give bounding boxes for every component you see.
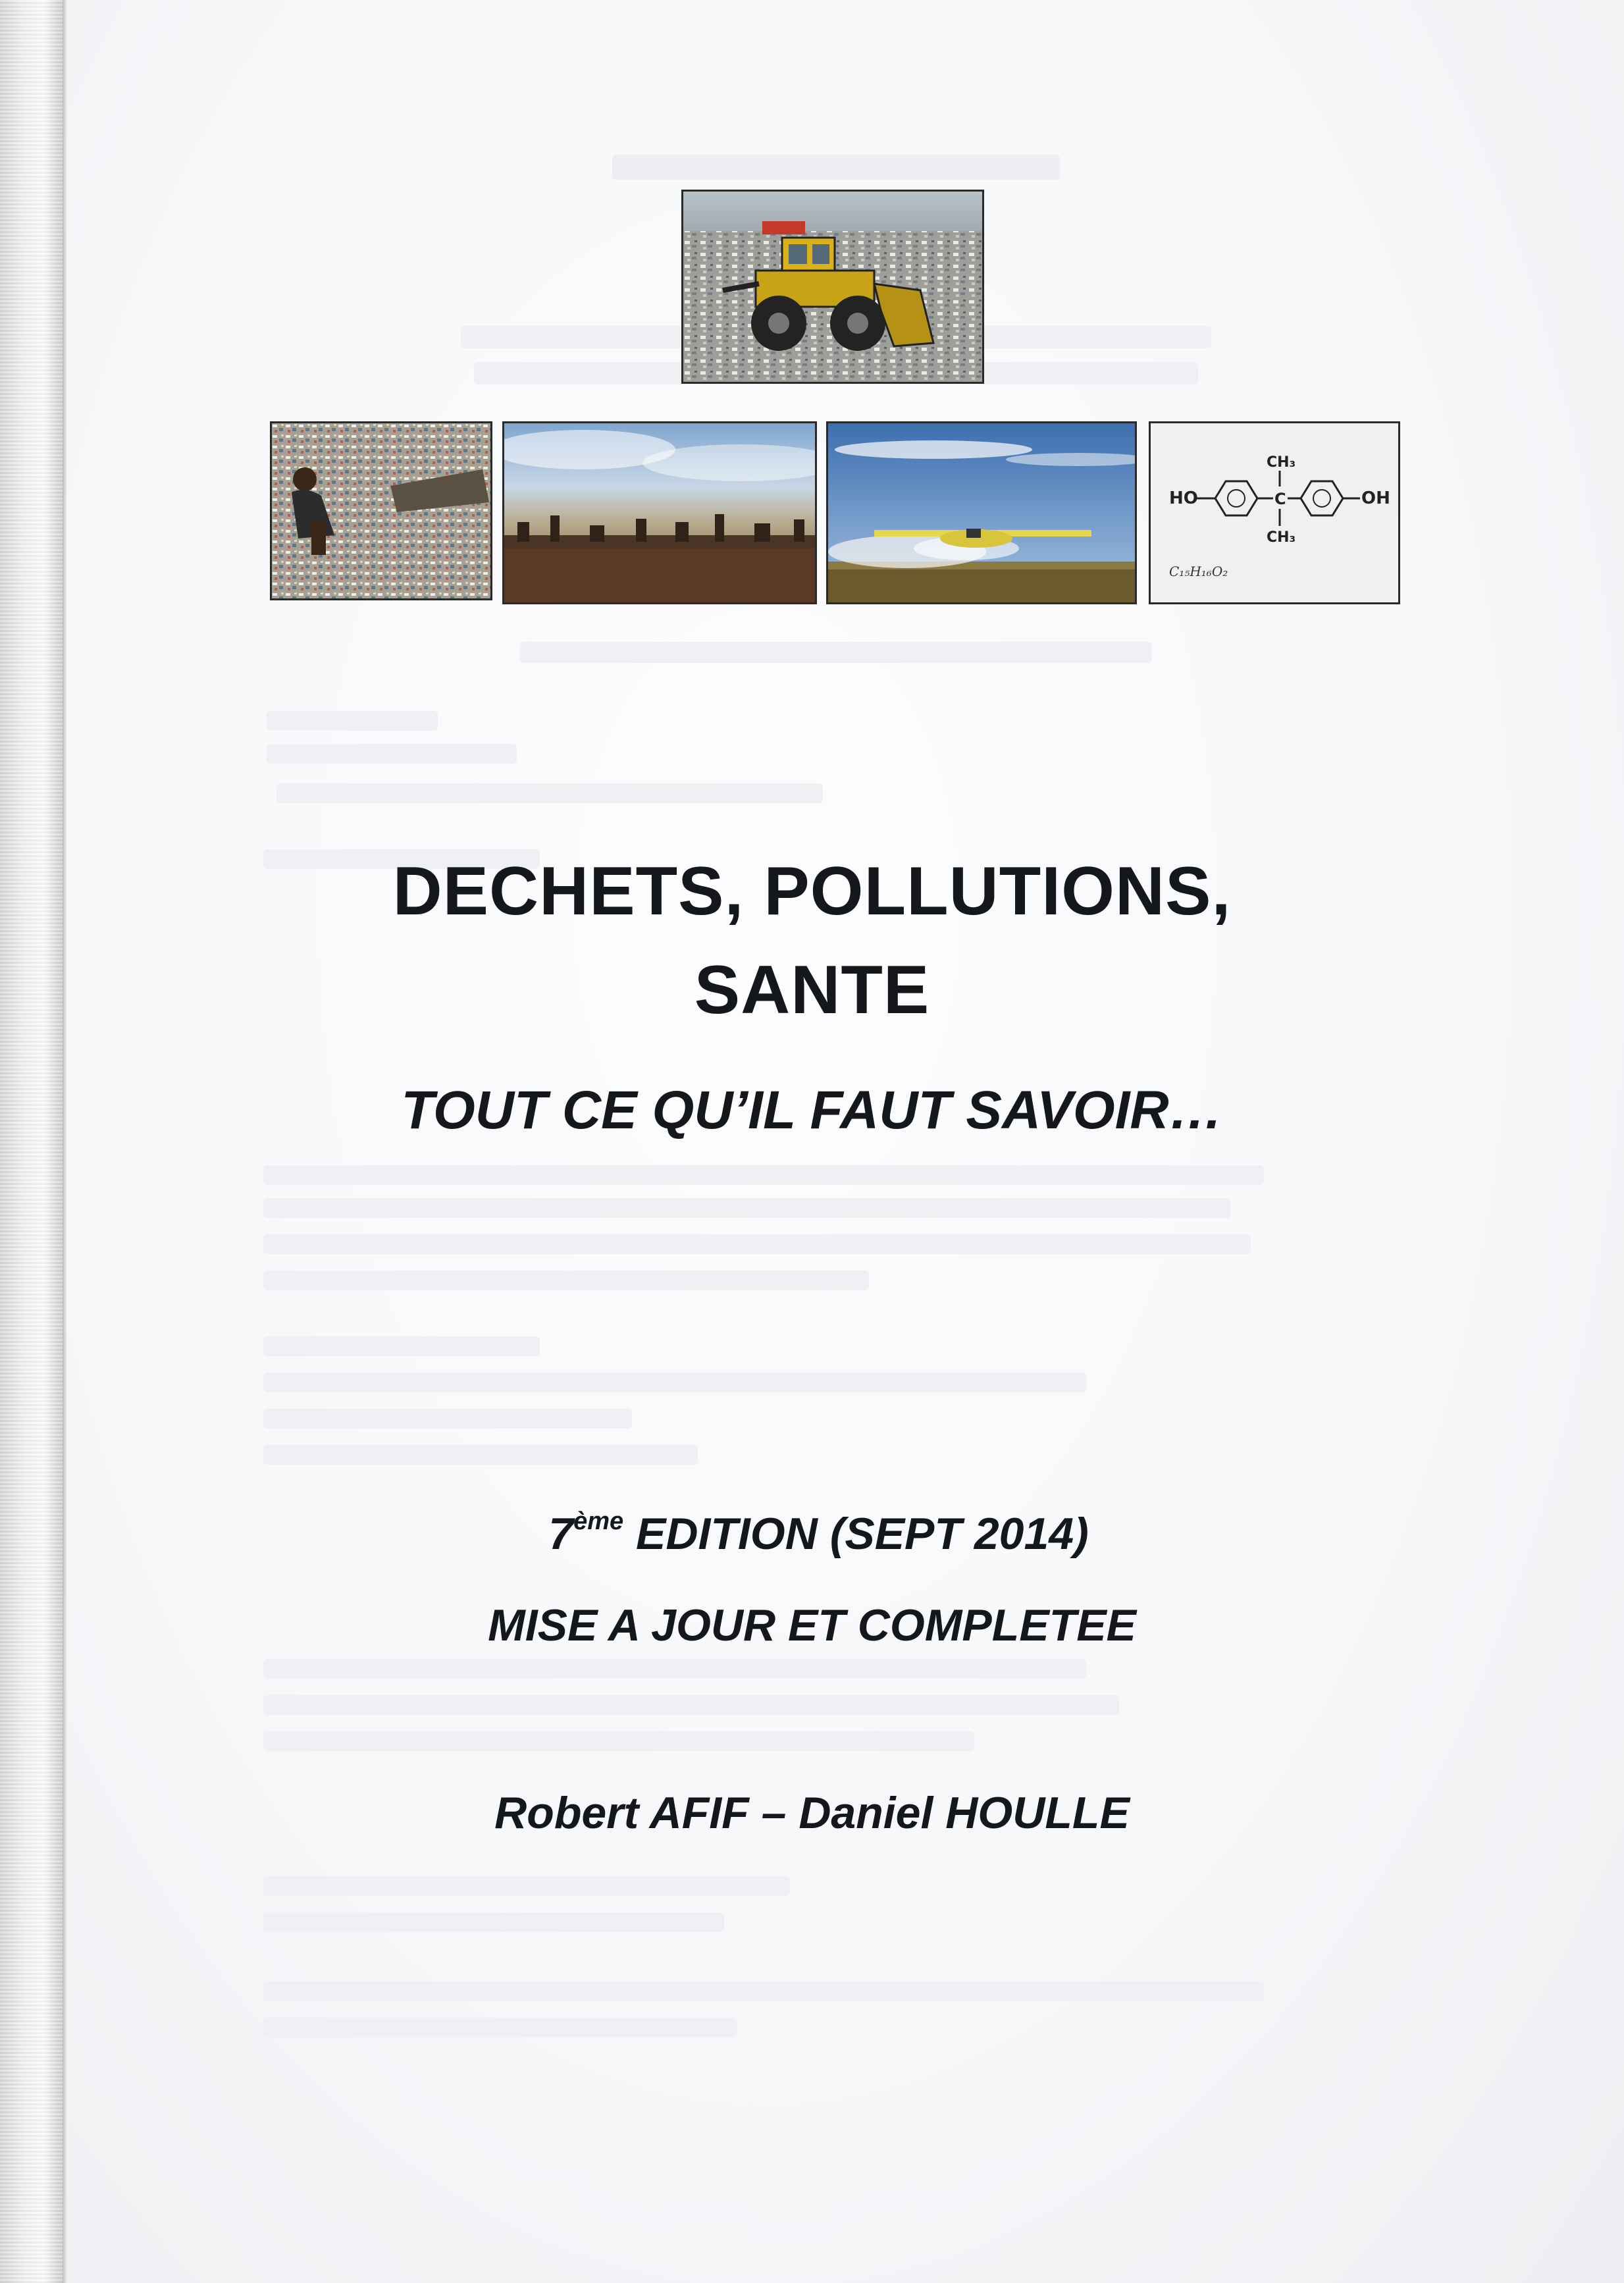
authors: Robert AFIF – Daniel HOULLE <box>494 1788 1130 1838</box>
molecule-bottom-methyl: CH₃ <box>1267 529 1296 546</box>
waste-picker-image <box>272 423 492 600</box>
landfill-bulldozer-image <box>683 192 984 384</box>
waste-picker-photo <box>270 421 492 600</box>
molecule-right-group: OH <box>1361 488 1390 508</box>
edition-line <box>7 1508 1624 1560</box>
title-line-1: DECHETS, POLLUTIONS, <box>392 853 1232 930</box>
update-line: MISE A JOUR ET COMPLETEE <box>488 1600 1136 1650</box>
crop-duster-image <box>828 423 1137 604</box>
city-smog-image <box>504 423 817 604</box>
city-smog-photo <box>502 421 817 604</box>
edition-number: 7 <box>548 1509 574 1559</box>
edition-suffix: ème <box>573 1508 624 1535</box>
subtitle: TOUT CE QU’IL FAUT SAVOIR… <box>401 1080 1223 1140</box>
landfill-bulldozer-photo <box>681 190 984 384</box>
molecule-center-atom: C <box>1274 490 1286 508</box>
molecule-diagram <box>1149 421 1400 604</box>
molecule-formula: C₁₅H₁₆O₂ <box>1169 564 1228 579</box>
crop-duster-photo <box>826 421 1137 604</box>
title-line-2: SANTE <box>694 952 930 1028</box>
edition-text: EDITION (SEPT 2014) <box>623 1509 1089 1559</box>
molecule-left-group: HO <box>1169 488 1198 508</box>
molecule-top-methyl: CH₃ <box>1267 454 1296 471</box>
binding-strip <box>0 0 63 2283</box>
